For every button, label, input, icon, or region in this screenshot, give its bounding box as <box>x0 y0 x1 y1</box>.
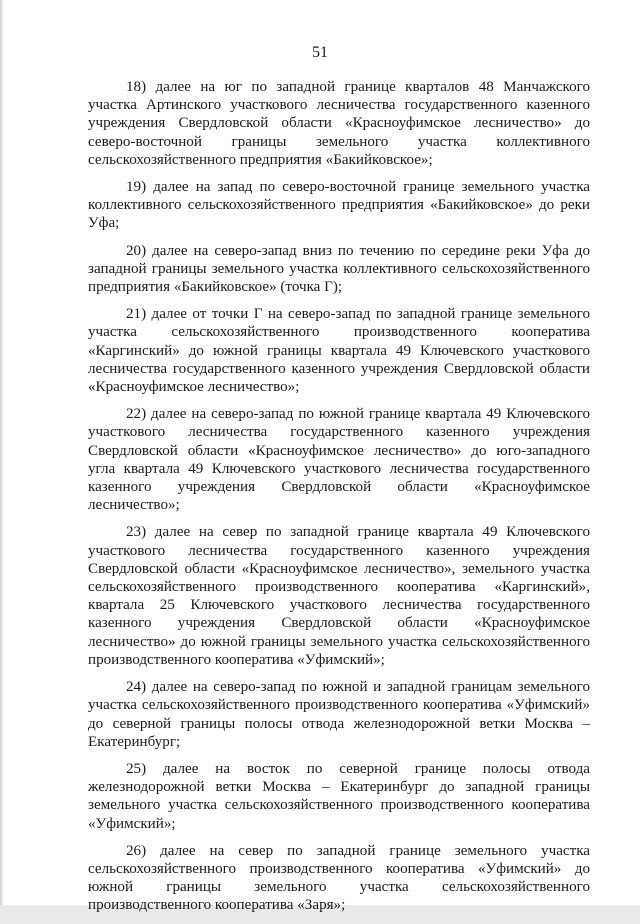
document-body <box>88 78 590 924</box>
paragraph-25: 25) далее на восток по северной границе полосы отвода железнодорожной ветки Москва – Екатеринбург до западной границы земельного участка сельскохозяйственного производственного кооператива «Уфимский»; <box>88 760 590 832</box>
paragraph-19: 19) далее на запад по северо-восточной границе земельного участка коллективного сельскохозяйственного предприятия «Бакийковское» до реки Уфа; <box>88 179 590 232</box>
scan-edge-shadow <box>0 0 4 905</box>
paragraph-21: 21) далее от точки Г на северо-запад по западной границе земельного участка сельскохозяйственного производственного кооператива «Каргинский» до южной границы квартала 49 Ключевского участкового лесничества государственного казенного учреждения Свердловской области «Красноуфимское лесничество»; <box>88 306 590 396</box>
paragraph-18: 18) далее на юг по западной границе кварталов 48 Манчажского участка Артинского участкового лесничества государственного казенного учреждения Свердловской области «Красноуфимское лесничество» до северо-восточной границы земельного участка коллективного сельскохозяйственного предприятия «Бакийковское»; <box>88 79 590 168</box>
paragraph-24: 24) далее на северо-запад по южной и западной границам земельного участка сельскохозяйственного производственного кооператива «Уфимский» до северной границы полосы отвода железнодорожной ветки Москва – Екатеринбург; <box>88 679 590 750</box>
paragraph-22: 22) далее на северо-запад по южной границе квартала 49 Ключевского участкового лесничества государственного казенного учреждения Свердловской области «Красноуфимское лесничество» до юго-западного угла квартала 49 Ключевского участкового лесничества государственного казенного учреждения Свердловской области «Красноуфимское лесничество»; <box>88 406 590 514</box>
page-number: 51 <box>312 44 328 61</box>
paragraph-26: 26) далее на север по западной границе земельного участка сельскохозяйственного производственного кооператива «Уфимский» до южной границы земельного участка сельскохозяйственного производственного кооператива «Заря»; <box>88 842 590 914</box>
paragraph-20: 20) далее на северо-запад вниз по течению по середине реки Уфа до западной границы земельного участка коллективного сельскохозяйственного предприятия «Бакийковское» (точка Г); <box>88 242 590 296</box>
paragraph-23: 23) далее на север по западной границе квартала 49 Ключевского участкового лесничества государственного казенного учреждения Свердловской области «Красноуфимское лесничество», земельного участка сельскохозяйственного производственного кооператива «Каргинский», квартала 25 Ключевского участкового лесничества государственного казенного учреждения Свердловской области «Красноуфимское лесничество» до южной границы земельного участка сельскохозяйственного производственного кооператива «Уфимский»; <box>88 524 590 668</box>
